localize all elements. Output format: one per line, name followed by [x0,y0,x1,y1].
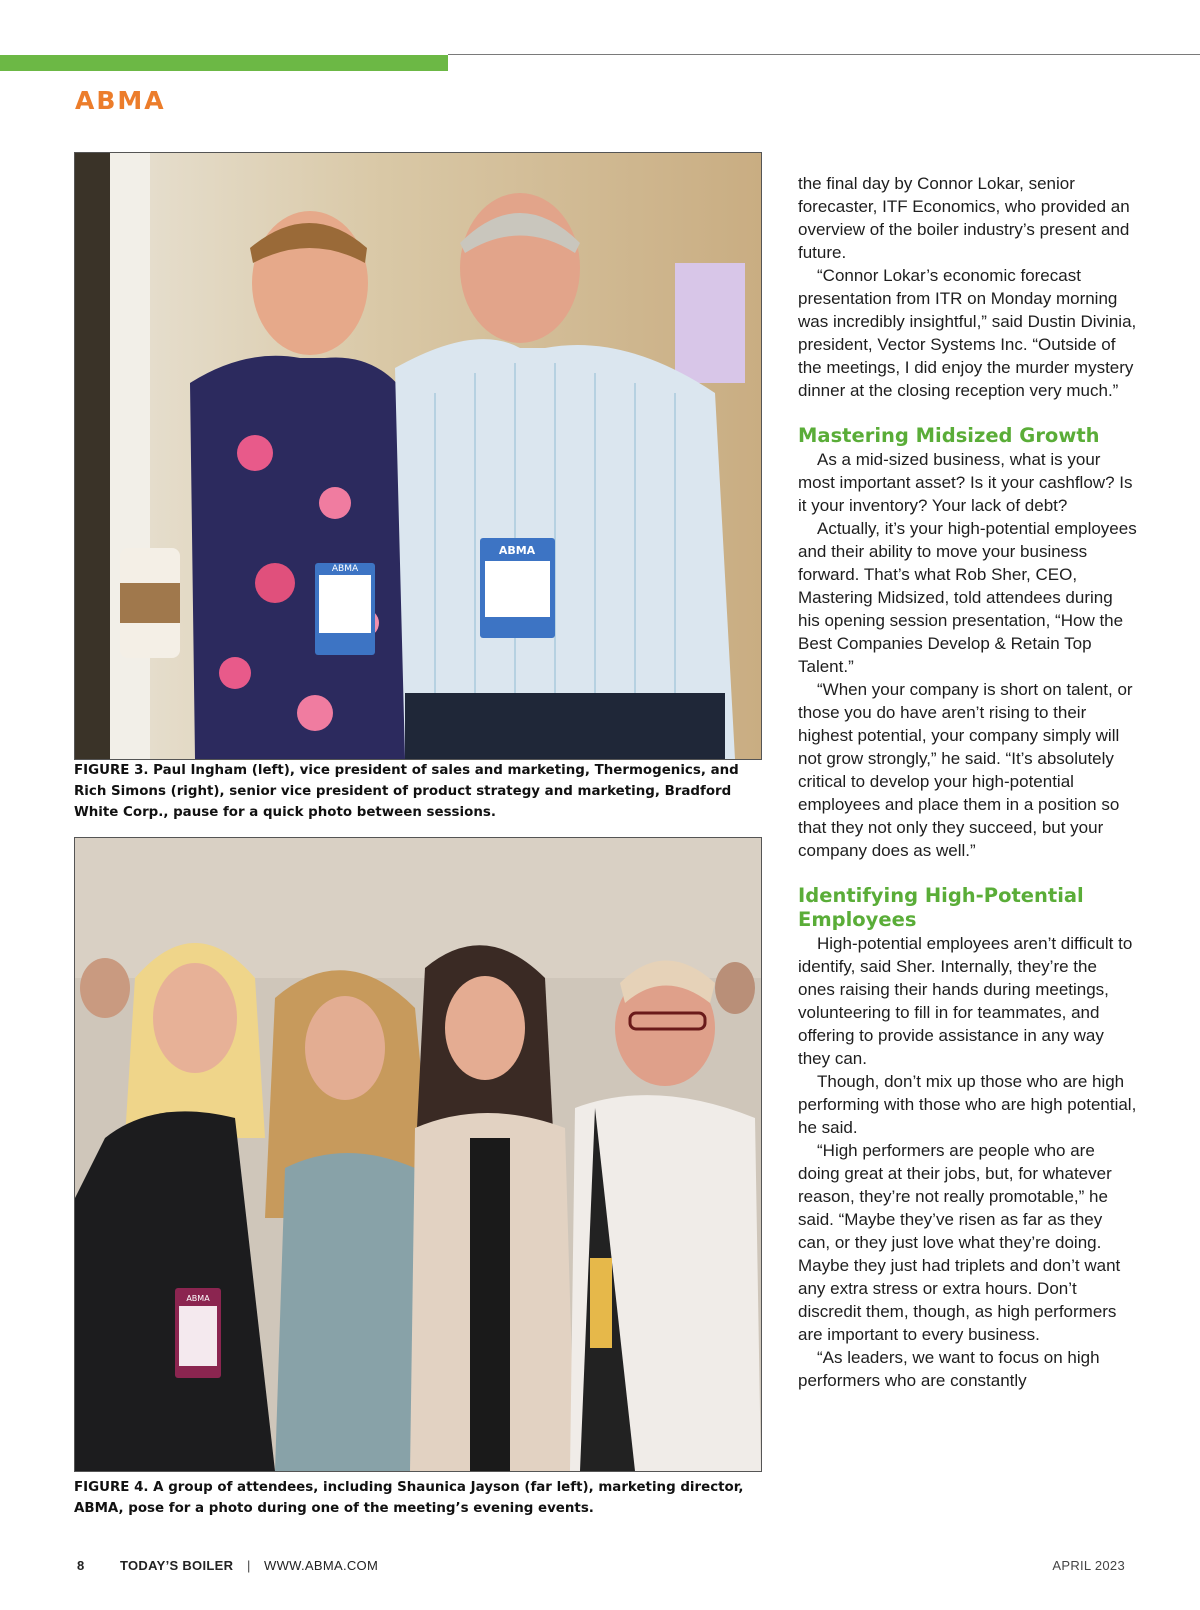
figure-4-photo [74,837,762,1472]
figure-3-caption: FIGURE 3. Paul Ingham (left), vice president of sales and marketing, Thermogenics, and Rich Simons (right), senior vice president of product strategy and marketing, Bradford White Corp., pause for a quick photo between sessions. [74,763,739,820]
header-green-rule [0,55,448,71]
paragraph: “Connor Lokar’s economic forecast presentation from ITR on Monday morning was incredibly insightful,” said Dustin Divinia, president, Vector Systems Inc. “Outside of the meetings, I did enjoy the murder mystery dinner at the closing reception very much.” [798,266,1137,400]
paragraph: Actually, it’s your high-potential employees and their ability to move your business forward. That’s what Rob Sher, CEO, Mastering Midsized, told attendees during his opening session presentation, “How the Best Companies Develop & Retain Top Talent.” [798,519,1137,676]
badge-logo-text: ABMA [186,1294,210,1303]
section-heading: Identifying High-Potential Employees [798,884,1084,931]
paragraph: Though, don’t mix up those who are high performing with those who are high potential, he said. [798,1072,1137,1137]
badge-logo-text: ABMA [331,564,359,574]
paragraph: “High performers are people who are doing great at their jobs, but, for whatever reason, they’re not really promotable,” he said. “Maybe they’ve risen as far as they can, or they just love what they’re doing. Maybe they just had triplets and don’t want any extra stress or extra hours. Don’t discredit them, though, as high performers are important to every business. [798,1141,1121,1344]
section-heading: Mastering Midsized Growth [798,424,1100,447]
paragraph: High-potential employees aren’t difficult to identify, said Sher. Internally, they’re the ones raising their hands during meetings, volunteering to fill in for teammates, and offering to provide assistance in any way they can. [798,934,1133,1068]
brand-title: ABMA [75,86,166,115]
paragraph: “As leaders, we want to focus on high performers who are constantly [798,1348,1100,1390]
footer-separator: | [247,1558,251,1573]
page-number: 8 [77,1558,85,1573]
paragraph: As a mid-sized business, what is your most important asset? Is it your cashflow? Is it your inventory? Your lack of debt? [798,450,1133,515]
website-link[interactable]: WWW.ABMA.COM [264,1558,379,1573]
page-footer [77,1558,1125,1578]
publication-name: TODAY’S BOILER [120,1558,234,1573]
figure-3-photo [74,152,762,760]
badge-logo-text: ABMA [498,544,536,557]
paragraph: “When your company is short on talent, or those you do have aren’t rising to their highest potential, your company simply will not grow strongly,” he said. “It’s absolutely critical to develop your high-potential employees and place them in a position so that they not only they succeed, but your company does as well.” [798,680,1133,860]
issue-date: APRIL 2023 [1052,1558,1125,1573]
figure-4-caption: FIGURE 4. A group of attendees, including Shaunica Jayson (far left), marketing director, ABMA, pose for a photo during one of the meeting’s evening events. [74,1480,744,1516]
header-gray-rule [448,54,1200,55]
article-column [798,172,1138,1392]
paragraph: the final day by Connor Lokar, senior forecaster, ITF Economics, who provided an overview of the boiler industry’s present and future. [798,174,1130,262]
